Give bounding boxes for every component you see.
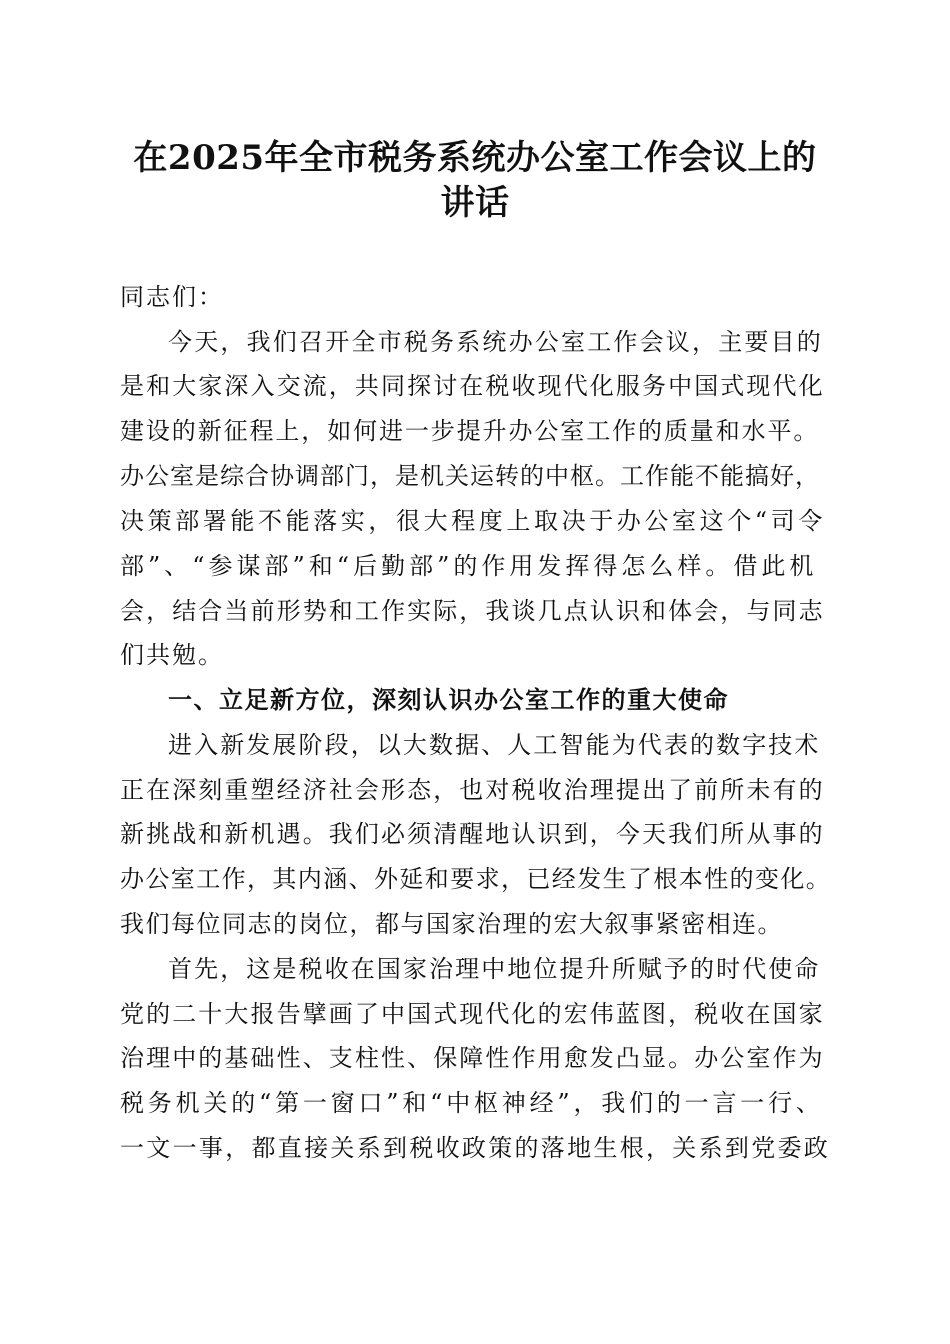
salutation: 同志们： bbox=[120, 283, 224, 311]
paragraph-2-line: 办公室工作，其内涵、外延和要求，已经发生了根本性的变化。 bbox=[120, 865, 832, 893]
paragraph-3-line: 党的二十大报告擘画了中国式现代化的宏伟蓝图，税收在国家 bbox=[120, 1000, 825, 1028]
paragraph-2-line: 进入新发展阶段，以大数据、人工智能为代表的数字技术 bbox=[168, 731, 821, 759]
paragraph-3-line: 首先，这是税收在国家治理中地位提升所赋予的时代使命 bbox=[168, 955, 821, 983]
paragraph-2-line: 我们每位同志的岗位，都与国家治理的宏大叙事紧密相连。 bbox=[120, 910, 783, 938]
paragraph-2-line: 新挑战和新机遇。我们必须清醒地认识到，今天我们所从事的 bbox=[120, 820, 825, 848]
document-title-line-2: 讲话 bbox=[440, 183, 510, 223]
paragraph-1-line: 建设的新征程上，如何进一步提升办公室工作的质量和水平。 bbox=[120, 417, 820, 445]
paragraph-1-line: 是和大家深入交流，共同探讨在税收现代化服务中国式现代化 bbox=[120, 372, 825, 400]
section-1-heading: 一、立足新方位，深刻认识办公室工作的重大使命 bbox=[168, 686, 729, 714]
paragraph-3-line: 治理中的基础性、支柱性、保障性作用愈发凸显。办公室作为 bbox=[120, 1044, 825, 1072]
paragraph-1-line: 决策部署能不能落实，很大程度上取决于办公室这个“司令 bbox=[120, 507, 826, 535]
paragraph-3-line: 税务机关的“第一窗口”和“中枢神经”，我们的一言一行、 bbox=[120, 1089, 824, 1117]
paragraph-1-line: 会，结合当前形势和工作实际，我谈几点认识和体会，与同志 bbox=[120, 597, 825, 625]
paragraph-1-line: 们共勉。 bbox=[120, 641, 224, 669]
document-title-line-1: 在2025年全市税务系统办公室工作会议上的 bbox=[133, 138, 817, 178]
paragraph-1-line: 部”、“参谋部”和“后勤部”的作用发挥得怎么样。借此机 bbox=[120, 552, 818, 580]
paragraph-1-line: 今天，我们召开全市税务系统办公室工作会议，主要目的 bbox=[168, 328, 823, 356]
paragraph-2-line: 正在深刻重塑经济社会形态，也对税收治理提出了前所未有的 bbox=[120, 776, 825, 804]
paragraph-1-line: 办公室是综合协调部门，是机关运转的中枢。工作能不能搞好， bbox=[120, 462, 820, 490]
paragraph-3-line: 一文一事，都直接关系到税收政策的落地生根，关系到党委政 bbox=[120, 1134, 831, 1162]
